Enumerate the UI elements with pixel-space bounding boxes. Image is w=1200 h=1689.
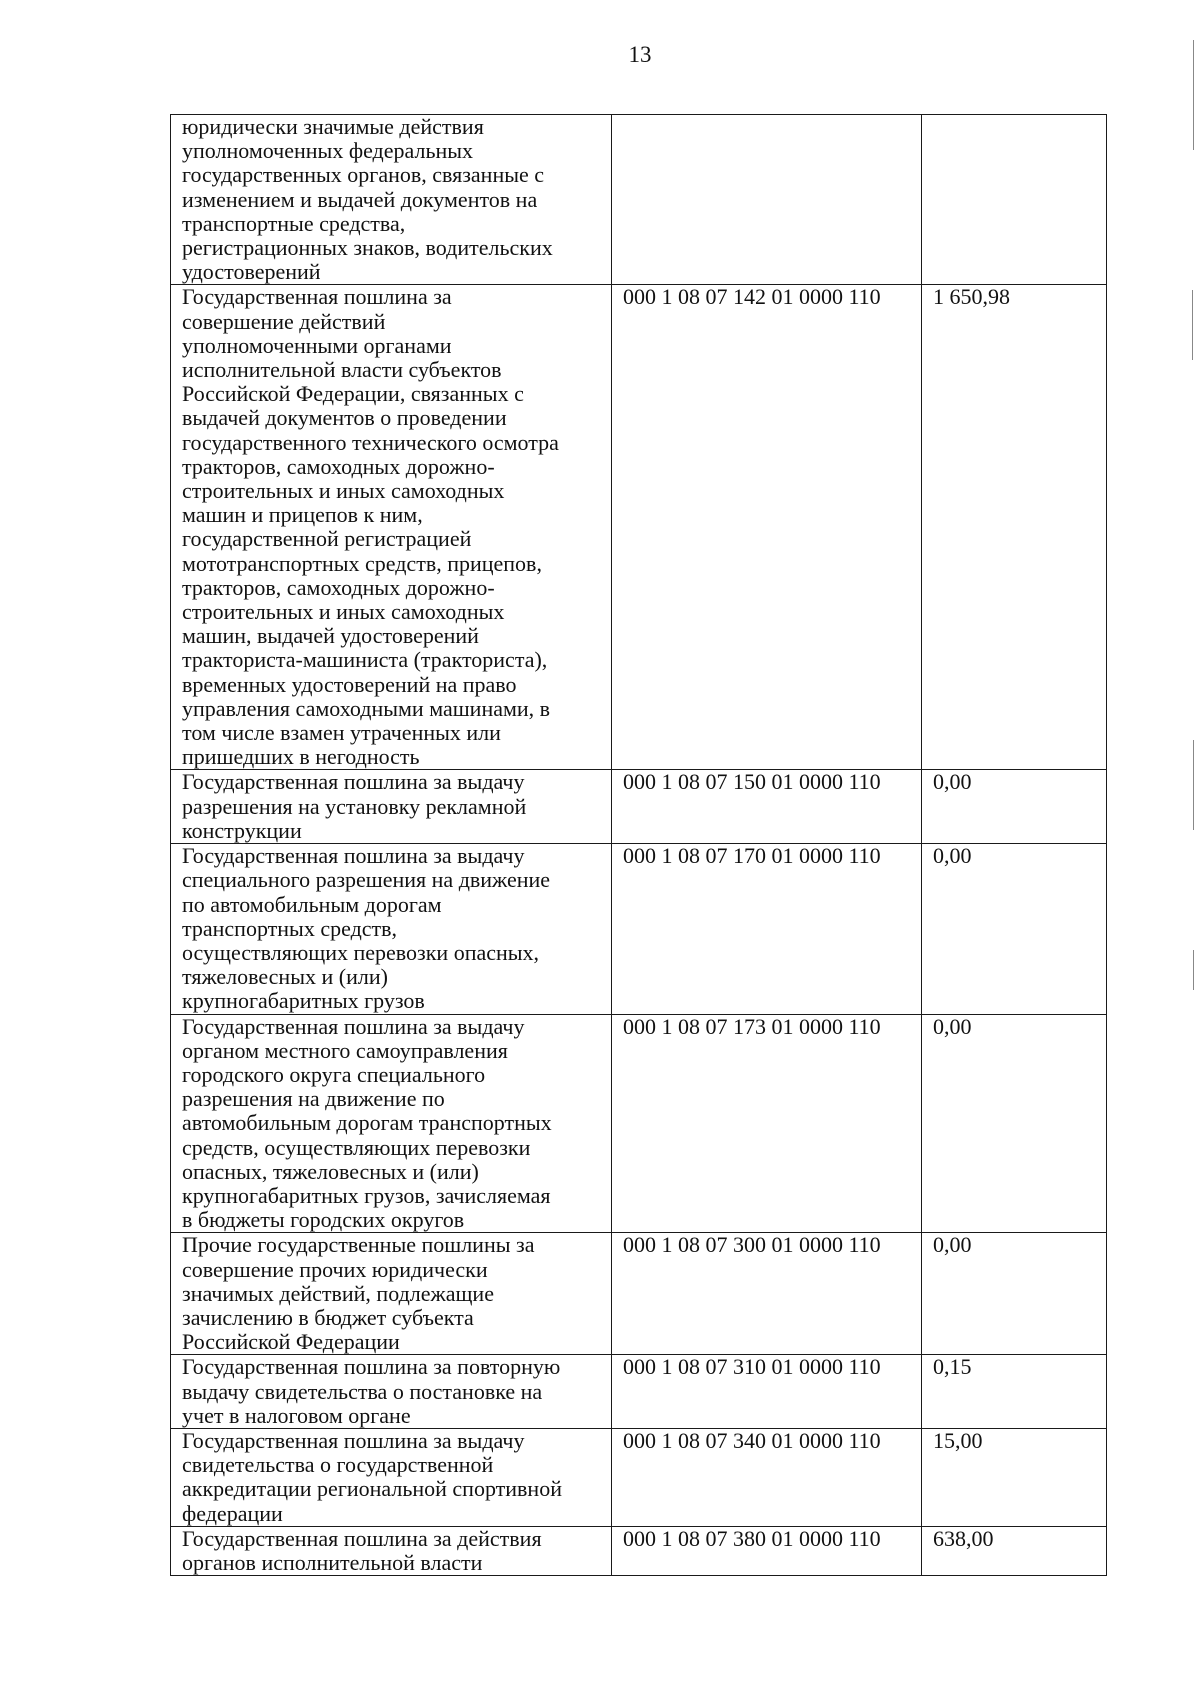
table-row xyxy=(171,1233,1107,1355)
revenue-name-cell: Государственная пошлина за выдачу специального разрешения на движение по автомобильным дорогам транспортных средств, осуществляющих перевозки опасных, тяжеловесных и (или) крупногабаритных грузов xyxy=(171,844,612,1014)
page-number: 13 xyxy=(628,42,652,67)
amount-cell: 0,00 xyxy=(922,844,1107,1014)
budget-code-cell: 000 1 08 07 310 01 0000 110 xyxy=(612,1355,922,1429)
table-row xyxy=(171,115,1107,285)
table-row xyxy=(171,1526,1107,1575)
amount-cell: 15,00 xyxy=(922,1428,1107,1526)
amount-cell: 1 650,98 xyxy=(922,285,1107,770)
amount-cell: 0,15 xyxy=(922,1355,1107,1429)
revenue-name-cell: Государственная пошлина за повторную выдачу свидетельства о постановке на учет в налоговом органе xyxy=(171,1355,612,1429)
revenue-name-cell: юридически значимые действия уполномоченных федеральных государственных органов, связанные с изменением и выдачей документов на транспортные средства, регистрационных знаков, водительских удостоверений xyxy=(171,115,612,285)
table-row xyxy=(171,285,1107,770)
revenue-name-cell: Государственная пошлина за выдачу свидетельства о государственной аккредитации региональной спортивной федерации xyxy=(171,1428,612,1526)
budget-code-cell: 000 1 08 07 340 01 0000 110 xyxy=(612,1428,922,1526)
budget-code-cell: 000 1 08 07 150 01 0000 110 xyxy=(612,770,922,844)
amount-cell: 0,00 xyxy=(922,770,1107,844)
amount-cell: 0,00 xyxy=(922,1233,1107,1355)
amount-cell: 638,00 xyxy=(922,1526,1107,1575)
revenue-name-cell: Государственная пошлина за выдачу разрешения на установку рекламной конструкции xyxy=(171,770,612,844)
budget-code-cell: 000 1 08 07 170 01 0000 110 xyxy=(612,844,922,1014)
scan-artifact xyxy=(1193,740,1194,830)
scan-artifact xyxy=(1192,290,1193,360)
revenue-name-cell: Государственная пошлина за выдачу органом местного самоуправления городского округа специального разрешения на движение по автомобильным дорогам транспортных средств, осуществляющих перевозки опасных, тяжеловесных и (или) крупногабаритных грузов, зачисляемая в бюджеты городских округов xyxy=(171,1014,612,1233)
amount-cell: 0,00 xyxy=(922,1014,1107,1233)
table-row xyxy=(171,1428,1107,1526)
table-row xyxy=(171,844,1107,1014)
budget-code-cell: 000 1 08 07 300 01 0000 110 xyxy=(612,1233,922,1355)
revenue-name-cell: Государственная пошлина за действия органов исполнительной власти xyxy=(171,1526,612,1575)
scan-artifact xyxy=(1193,950,1194,990)
budget-code-cell: 000 1 08 07 142 01 0000 110 xyxy=(612,285,922,770)
budget-code-cell: 000 1 08 07 173 01 0000 110 xyxy=(612,1014,922,1233)
budget-code-cell: 000 1 08 07 380 01 0000 110 xyxy=(612,1526,922,1575)
revenue-name-cell: Государственная пошлина за совершение действий уполномоченными органами исполнительной власти субъектов Российской Федерации, связанных с выдачей документов о проведении государственного технического осмотра тракторов, самоходных дорожно- строительных и иных самоходных машин и прицепов к ним, государственной регистрацией мототранспортных средств, прицепов, тракторов, самоходных дорожно- строительных и иных самоходных машин, выдачей удостоверений тракториста-машиниста (тракториста), временных удостоверений на право управления самоходными машинами, в том числе взамен утраченных или пришедших в негодность xyxy=(171,285,612,770)
table-row xyxy=(171,1014,1107,1233)
scan-artifact xyxy=(1193,40,1194,150)
budget-code-cell xyxy=(612,115,922,285)
revenue-table xyxy=(170,114,1107,1576)
table-row xyxy=(171,1355,1107,1429)
table-row xyxy=(171,770,1107,844)
amount-cell xyxy=(922,115,1107,285)
revenue-name-cell: Прочие государственные пошлины за совершение прочих юридически значимых действий, подлежащие зачислению в бюджет субъекта Российской Федерации xyxy=(171,1233,612,1355)
